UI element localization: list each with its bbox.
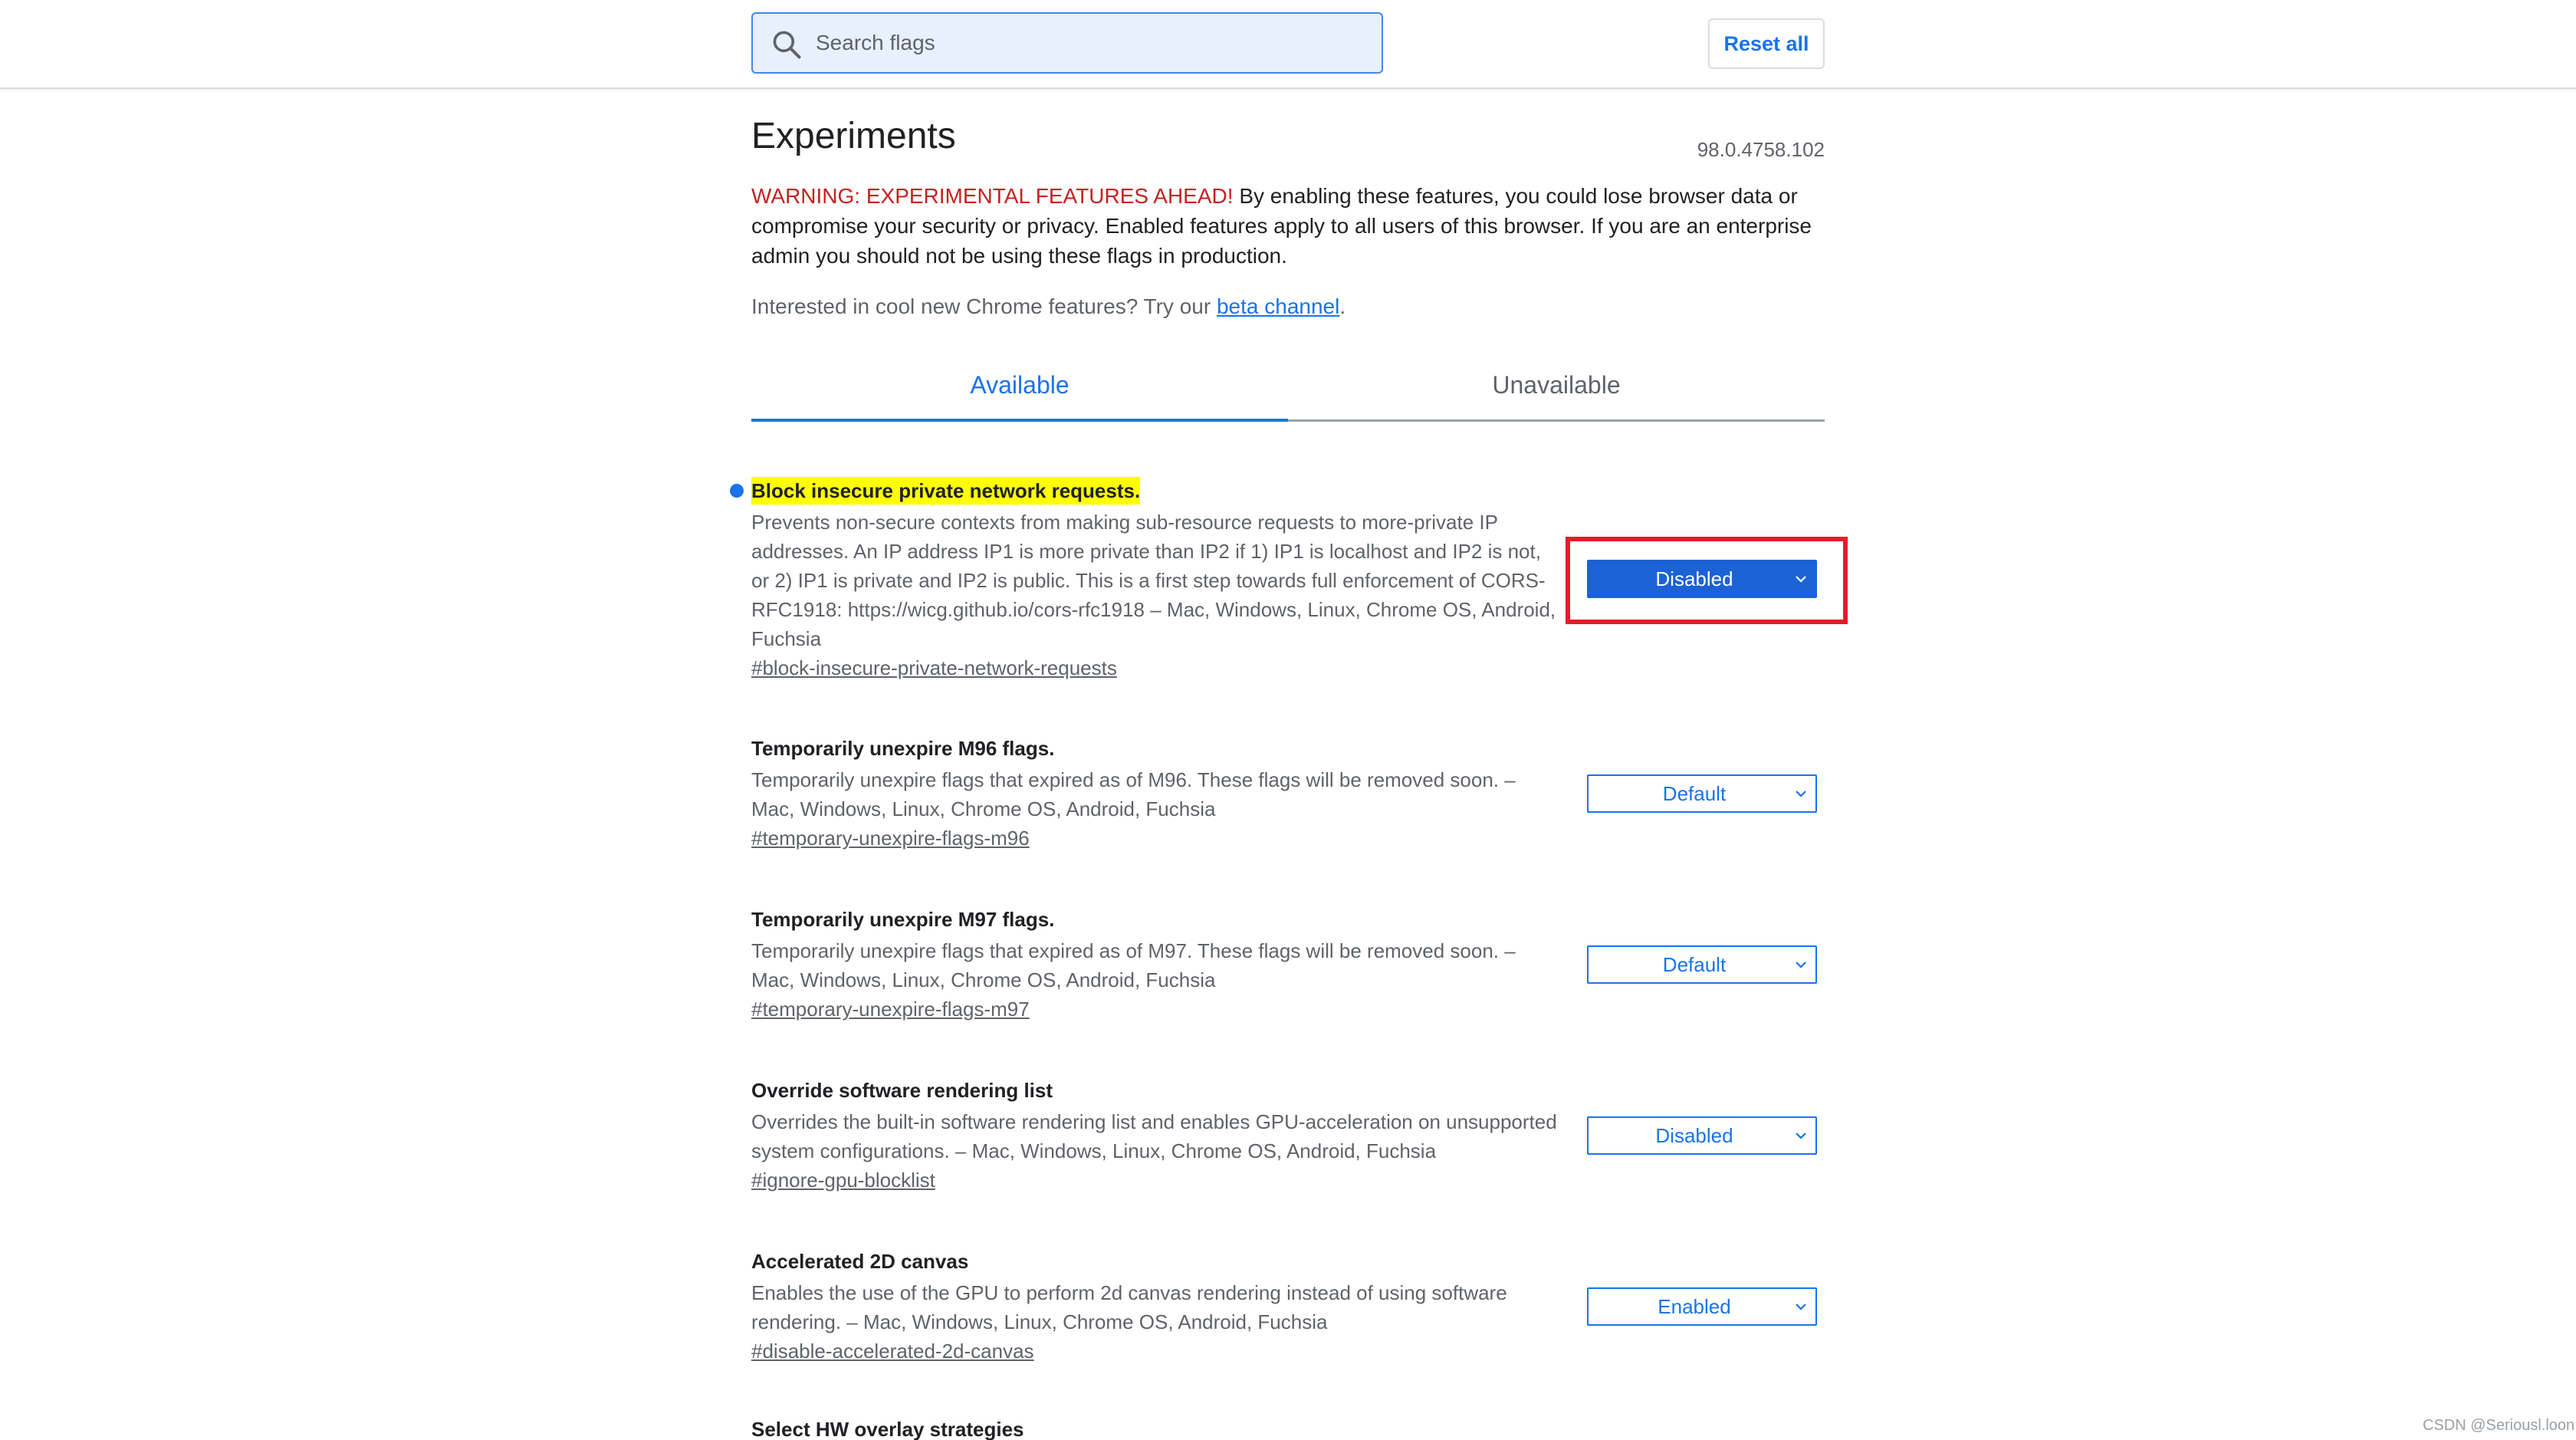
chevron-down-icon	[1794, 1300, 1808, 1313]
beta-promo	[751, 294, 1346, 319]
experiment-item	[751, 1419, 1840, 1440]
beta-promo-end: .	[1339, 294, 1346, 318]
experiment-state-select[interactable]	[1587, 1116, 1817, 1155]
experiment-item	[751, 906, 1840, 1028]
experiment-state-select[interactable]	[1587, 774, 1817, 813]
reset-all-button[interactable]: Reset all	[1708, 18, 1825, 69]
top-toolbar	[0, 0, 2576, 89]
search-input[interactable]	[808, 14, 1360, 72]
experiment-state-select[interactable]	[1587, 945, 1817, 984]
select-value: Disabled	[1655, 567, 1733, 590]
experiment-name: Select HW overlay strategies	[751, 1419, 1024, 1440]
experiment-item	[751, 735, 1840, 857]
select-value: Enabled	[1658, 1295, 1731, 1318]
chevron-down-icon	[1794, 787, 1808, 801]
experiment-permalink[interactable]: #block-insecure-private-network-requests	[751, 656, 1117, 679]
tab-strip	[751, 360, 1825, 422]
experiment-description: Prevents non-secure contexts from making sub-resource requests to more-private IP addresses. An IP address IP1 is more private than IP2 if 1) IP1 is localhost and IP2 is not, or 2) IP1 is private and IP2 is public. This is a first step towards full enforcement of CORS-RFC1918: https://wicg.github.io/cors-rfc1918 – Mac, Windows, Linux, Chrome OS, Android, Fuchsia	[751, 511, 1556, 650]
experiment-name: Accelerated 2D canvas	[751, 1250, 969, 1273]
tab-unavailable-underline	[1288, 419, 1825, 422]
modified-indicator-dot	[730, 484, 744, 498]
beta-channel-link[interactable]: beta channel	[1216, 294, 1340, 318]
experiment-item	[751, 1248, 1840, 1370]
experiment-description: Overrides the built-in software rendering list and enables GPU-acceleration on unsupported system configurations. – Mac, Windows, Linux, Chrome OS, Android, Fuchsia	[751, 1110, 1557, 1162]
beta-promo-text: Interested in cool new Chrome features? Try our	[751, 294, 1217, 318]
experiment-permalink[interactable]: #temporary-unexpire-flags-m97	[751, 998, 1030, 1021]
experiment-description: Enables the use of the GPU to perform 2d canvas rendering instead of using software rendering. – Mac, Windows, Linux, Chrome OS, Android, Fuchsia	[751, 1281, 1507, 1333]
experiment-permalink[interactable]: #disable-accelerated-2d-canvas	[751, 1340, 1034, 1363]
tab-available-label: Available	[970, 371, 1070, 399]
tab-unavailable[interactable]	[1288, 360, 1825, 422]
search-box[interactable]	[751, 12, 1383, 74]
select-value: Default	[1662, 782, 1727, 805]
experiment-state-select[interactable]	[1587, 1287, 1817, 1326]
search-icon	[770, 28, 803, 61]
select-value: Disabled	[1655, 1124, 1733, 1147]
warning-heading: WARNING: EXPERIMENTAL FEATURES AHEAD!	[751, 184, 1234, 208]
warning-text	[751, 181, 1840, 271]
experiment-permalink[interactable]: #temporary-unexpire-flags-m96	[751, 827, 1030, 850]
version-label: 98.0.4758.102	[1697, 138, 1825, 161]
tab-unavailable-label: Unavailable	[1492, 371, 1621, 399]
warning-body: By enabling these features, you could lose browser data or compromise your security or privacy. Enabled features apply to all users of this browser. If you are an enterprise admin you should not be using these flags in production.	[751, 184, 1812, 268]
experiment-description: Temporarily unexpire flags that expired as of M97. These flags will be removed soon. – Mac, Windows, Linux, Chrome OS, Android, Fuchsia	[751, 939, 1516, 991]
annotation-highlight-box	[1566, 537, 1848, 624]
experiment-item	[751, 1077, 1840, 1199]
watermark: CSDN @Seriousl.loon	[2423, 1417, 2575, 1434]
experiment-description: Temporarily unexpire flags that expired as of M96. These flags will be removed soon. – Mac, Windows, Linux, Chrome OS, Android, Fuchsia	[751, 768, 1516, 820]
chevron-down-icon	[1794, 958, 1808, 972]
experiment-name: Block insecure private network requests.	[751, 477, 1140, 505]
select-value: Default	[1662, 953, 1727, 976]
page-title: Experiments	[751, 116, 956, 156]
experiment-name: Override software rendering list	[751, 1079, 1053, 1102]
experiment-name: Temporarily unexpire M96 flags.	[751, 737, 1055, 760]
tab-available[interactable]	[751, 360, 1288, 422]
experiment-name: Temporarily unexpire M97 flags.	[751, 908, 1055, 931]
experiment-permalink[interactable]: #ignore-gpu-blocklist	[751, 1169, 935, 1192]
tab-available-indicator	[751, 419, 1288, 422]
chevron-down-icon	[1794, 1129, 1808, 1142]
